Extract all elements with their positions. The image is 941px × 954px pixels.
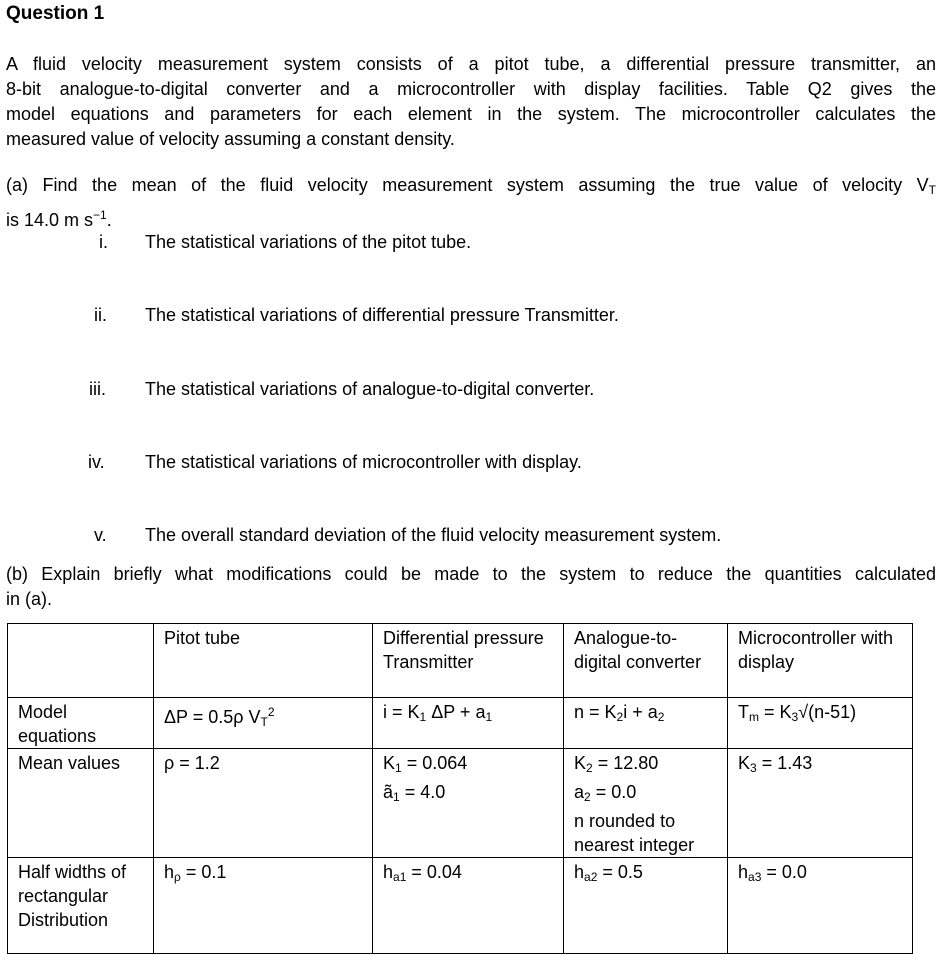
- table-header: Analogue-to-digital converter: [564, 624, 728, 698]
- cell-text: ã: [383, 782, 394, 802]
- cell-text: = 0.1: [180, 862, 227, 882]
- table-row: [8, 858, 913, 954]
- table-cell: [728, 858, 913, 954]
- cell-sub: 1: [395, 761, 402, 775]
- item-text: The statistical variations of analogue-to-digital converter.: [145, 379, 595, 399]
- cell-text: h: [164, 862, 175, 882]
- item-number: iv.: [88, 452, 105, 472]
- intro-line: model equations and parameters for each element in the system. The microcontroller calculates the: [6, 104, 936, 124]
- cell-text: ΔP + a: [426, 702, 486, 722]
- cell-text: = 12.80: [592, 753, 659, 773]
- table-cell: ρ = 1.2: [154, 749, 373, 858]
- part-b-paragraph: [6, 562, 936, 612]
- cell-sub: 3: [791, 710, 799, 724]
- cell-text: ΔP = 0.5ρ V: [164, 707, 261, 727]
- cell-sub: 1: [393, 790, 400, 804]
- table-row: [8, 698, 913, 749]
- cell-text: = 0.5: [597, 862, 643, 882]
- part-a-sup: −1: [93, 208, 107, 222]
- item-text: The statistical variations of the pitot tube.: [145, 232, 472, 252]
- table-cell: [564, 698, 728, 749]
- cell-line: [383, 780, 553, 809]
- cell-sup: 2: [267, 705, 275, 719]
- intro-line: 8-bit analogue-to-digital converter and a microcontroller with display facilities. Table Q2 gives the: [6, 79, 936, 99]
- part-a-period: .: [106, 210, 112, 230]
- table-cell: [154, 698, 373, 749]
- table-cell: [373, 749, 564, 858]
- cell-text: i + a: [623, 702, 658, 722]
- part-a-text-2: is 14.0 m s: [6, 210, 94, 230]
- cell-sub: a1: [393, 870, 407, 884]
- item-number: v.: [94, 525, 107, 545]
- table-header: Microcontroller with display: [728, 624, 913, 698]
- part-b-line: in (a).: [6, 589, 53, 609]
- row-label: Half widths of rectangular Distribution: [8, 858, 154, 954]
- cell-sub: m: [749, 710, 759, 724]
- part-a-line-2: [6, 203, 936, 233]
- cell-text: n = K: [574, 702, 617, 722]
- cell-text: √(n-51): [798, 702, 857, 722]
- item-text: The overall standard deviation of the fluid velocity measurement system.: [145, 525, 722, 545]
- question-title: Question 1: [6, 3, 105, 24]
- cell-sub: 1: [419, 710, 427, 724]
- table-row: [8, 749, 913, 858]
- table-cell: [154, 858, 373, 954]
- cell-text: h: [574, 862, 585, 882]
- cell-text: T: [738, 702, 749, 722]
- cell-text: i = K: [383, 702, 420, 722]
- cell-text: K: [383, 753, 396, 773]
- cell-sub: ρ: [174, 870, 181, 884]
- table-cell: [373, 858, 564, 954]
- part-a-paragraph: [6, 173, 936, 233]
- intro-line: measured value of velocity assuming a constant density.: [6, 129, 455, 149]
- cell-text: h: [383, 862, 394, 882]
- table-cell: [564, 749, 728, 858]
- cell-text: = 0.064: [401, 753, 468, 773]
- table-cell: [728, 749, 913, 858]
- cell-sub: 2: [657, 710, 665, 724]
- item-number: ii.: [94, 305, 107, 325]
- part-a-sub: T: [928, 183, 936, 197]
- cell-sub: 3: [750, 761, 757, 775]
- cell-text: = K: [759, 702, 792, 722]
- item-text: The statistical variations of microcontroller with display.: [145, 452, 582, 472]
- row-label: Model equations: [8, 698, 154, 749]
- table-cell: [564, 858, 728, 954]
- row-label: Mean values: [8, 749, 154, 858]
- table-cell: [728, 698, 913, 749]
- cell-line: [383, 751, 553, 780]
- part-a-text-1: (a) Find the mean of the fluid velocity measurement system assuming the true value of velocity V: [6, 175, 929, 195]
- parameters-table: [7, 623, 913, 954]
- cell-text: = 0.0: [590, 782, 637, 802]
- cell-sub: a2: [584, 870, 598, 884]
- cell-sub: 1: [485, 710, 493, 724]
- item-number: i.: [99, 232, 108, 252]
- cell-line: [574, 780, 717, 809]
- table-row: [8, 624, 913, 698]
- cell-text: K: [738, 753, 751, 773]
- part-b-line: (b) Explain briefly what modifications could be made to the system to reduce the quantities calculated: [6, 564, 936, 584]
- cell-text: K: [574, 753, 587, 773]
- item-text: The statistical variations of differential pressure Transmitter.: [145, 305, 619, 325]
- cell-text: = 4.0: [399, 782, 446, 802]
- cell-sub: a3: [748, 870, 762, 884]
- cell-sub: 2: [584, 790, 591, 804]
- table-cell: [373, 698, 564, 749]
- cell-text: a: [574, 782, 585, 802]
- intro-paragraph: [6, 52, 936, 152]
- part-a-line-1: [6, 173, 936, 203]
- cell-text: = 1.43: [756, 753, 813, 773]
- cell-sub: 2: [616, 710, 624, 724]
- cell-sub: T: [260, 715, 268, 729]
- cell-text: = 0.04: [406, 862, 462, 882]
- table-header-empty: [8, 624, 154, 698]
- intro-line: A fluid velocity measurement system consists of a pitot tube, a differential pressure transmitter, an: [6, 54, 936, 74]
- table-header: Differential pressure Transmitter: [373, 624, 564, 698]
- cell-note: n rounded to nearest integer: [574, 811, 695, 855]
- cell-text: h: [738, 862, 749, 882]
- table-header: Pitot tube: [154, 624, 373, 698]
- item-number: iii.: [89, 379, 106, 399]
- cell-text: = 0.0: [761, 862, 807, 882]
- cell-sub: 2: [586, 761, 593, 775]
- cell-line: [574, 751, 717, 780]
